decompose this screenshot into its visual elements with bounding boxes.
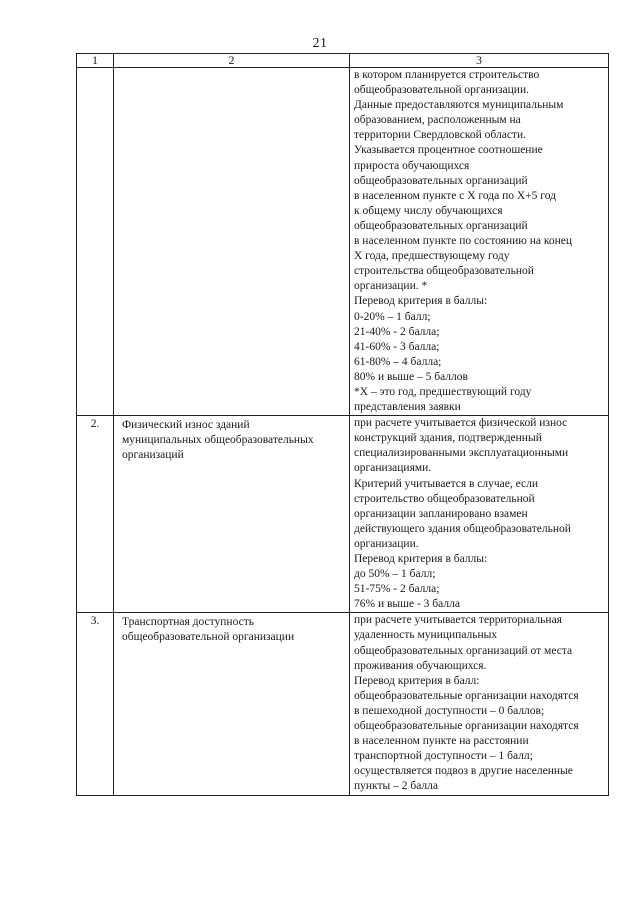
description-line: транспортной доступности – 1 балл; (354, 750, 533, 763)
description-line: строительство общеобразовательной (354, 492, 535, 505)
table-row (77, 613, 609, 795)
criterion-description (350, 613, 609, 795)
description-line: Указывается процентное соотношение (354, 144, 543, 157)
description-line: общеобразовательных организаций от места (354, 644, 573, 657)
description-line: представления заявки (354, 401, 461, 414)
description-line: общеобразовательных организаций (354, 174, 528, 187)
description-line: 61-80% – 4 балла; (354, 355, 442, 368)
description-line: удаленность муниципальных (354, 629, 498, 642)
table-header-row (77, 54, 609, 68)
description-line: 80% и выше – 5 баллов (354, 370, 468, 383)
description-line: 41-60% - 3 балла; (354, 340, 440, 353)
column-header: 3 (350, 54, 609, 68)
description-line: организациями. (354, 462, 432, 475)
criterion-name-line: общеобразовательной организации (122, 631, 295, 644)
criterion-description (350, 416, 609, 613)
description-line: Х года, предшествующему году (354, 250, 510, 263)
description-line: Критерий учитывается в случае, если (354, 477, 539, 490)
description-line: общеобразовательной организации. (354, 84, 529, 97)
description-line: организации запланировано взамен (354, 507, 528, 520)
description-line: образованием, расположенным на (354, 114, 521, 127)
description-line: конструкций здания, подтвержденный (354, 432, 542, 445)
criterion-description (350, 68, 609, 416)
description-line: в пешеходной доступности – 0 баллов; (354, 704, 545, 717)
description-line: 76% и выше - 3 балла (354, 598, 460, 611)
row-number: 3. (77, 613, 114, 795)
description-line: в котором планируется строительство (354, 69, 540, 81)
criterion-name-line: организаций (122, 449, 184, 462)
description-line: организации. (354, 537, 419, 550)
row-number (77, 68, 114, 416)
description-line: в населенном пункте с Х года по Х+5 год (354, 189, 556, 202)
description-line: 21-40% - 2 балла; (354, 325, 440, 338)
description-line: при расчете учитывается территориальная (354, 614, 562, 627)
description-line: к общему числу обучающихся (354, 204, 503, 217)
description-line: Перевод критерия в баллы: (354, 553, 488, 565)
criterion-name-line: муниципальных общеобразовательных (122, 434, 314, 447)
description-line: в населенном пункте на расстоянии (354, 735, 529, 748)
criterion-name (114, 613, 350, 795)
description-line: строительства общеобразовательной (354, 265, 534, 278)
row-number: 2. (77, 416, 114, 613)
description-line: организации. * (354, 280, 428, 293)
column-header: 1 (77, 54, 114, 68)
description-line: общеобразовательные организации находятся (354, 720, 579, 733)
table-row (77, 68, 609, 416)
criterion-name-line: Физический износ зданий (122, 419, 250, 432)
description-line: проживания обучающихся. (354, 659, 487, 672)
description-line: общеобразовательные организации находятся (354, 689, 579, 702)
description-line: Данные предоставляются муниципальным (354, 99, 564, 112)
description-line: 0-20% – 1 балл; (354, 310, 431, 323)
description-line: территории Свердловской области. (354, 129, 526, 142)
criteria-table (76, 53, 609, 796)
description-line: осуществляется подвоз в другие населенные (354, 765, 573, 778)
description-line: общеобразовательных организаций (354, 219, 528, 232)
description-line: Перевод критерия в балл: (354, 674, 480, 687)
page-number: 21 (312, 36, 328, 51)
description-line: при расчете учитывается физической износ (354, 417, 568, 430)
criterion-name (114, 416, 350, 613)
criterion-name-line: Транспортная доступность (122, 616, 254, 629)
description-line: прироста обучающихся (354, 159, 470, 172)
description-line: до 50% – 1 балл; (354, 568, 436, 581)
table-row (77, 416, 609, 613)
description-line: пункты – 2 балла (354, 780, 439, 793)
description-line: 51-75% - 2 балла; (354, 583, 440, 596)
description-line: в населенном пункте по состоянию на конец (354, 235, 573, 248)
criterion-name (114, 68, 350, 416)
column-header: 2 (114, 54, 350, 68)
description-line: специализированными эксплуатационными (354, 447, 569, 460)
description-line: действующего здания общеобразовательной (354, 522, 571, 535)
description-line: Перевод критерия в баллы: (354, 295, 488, 308)
description-line: *Х – это год, предшествующий году (354, 385, 532, 398)
